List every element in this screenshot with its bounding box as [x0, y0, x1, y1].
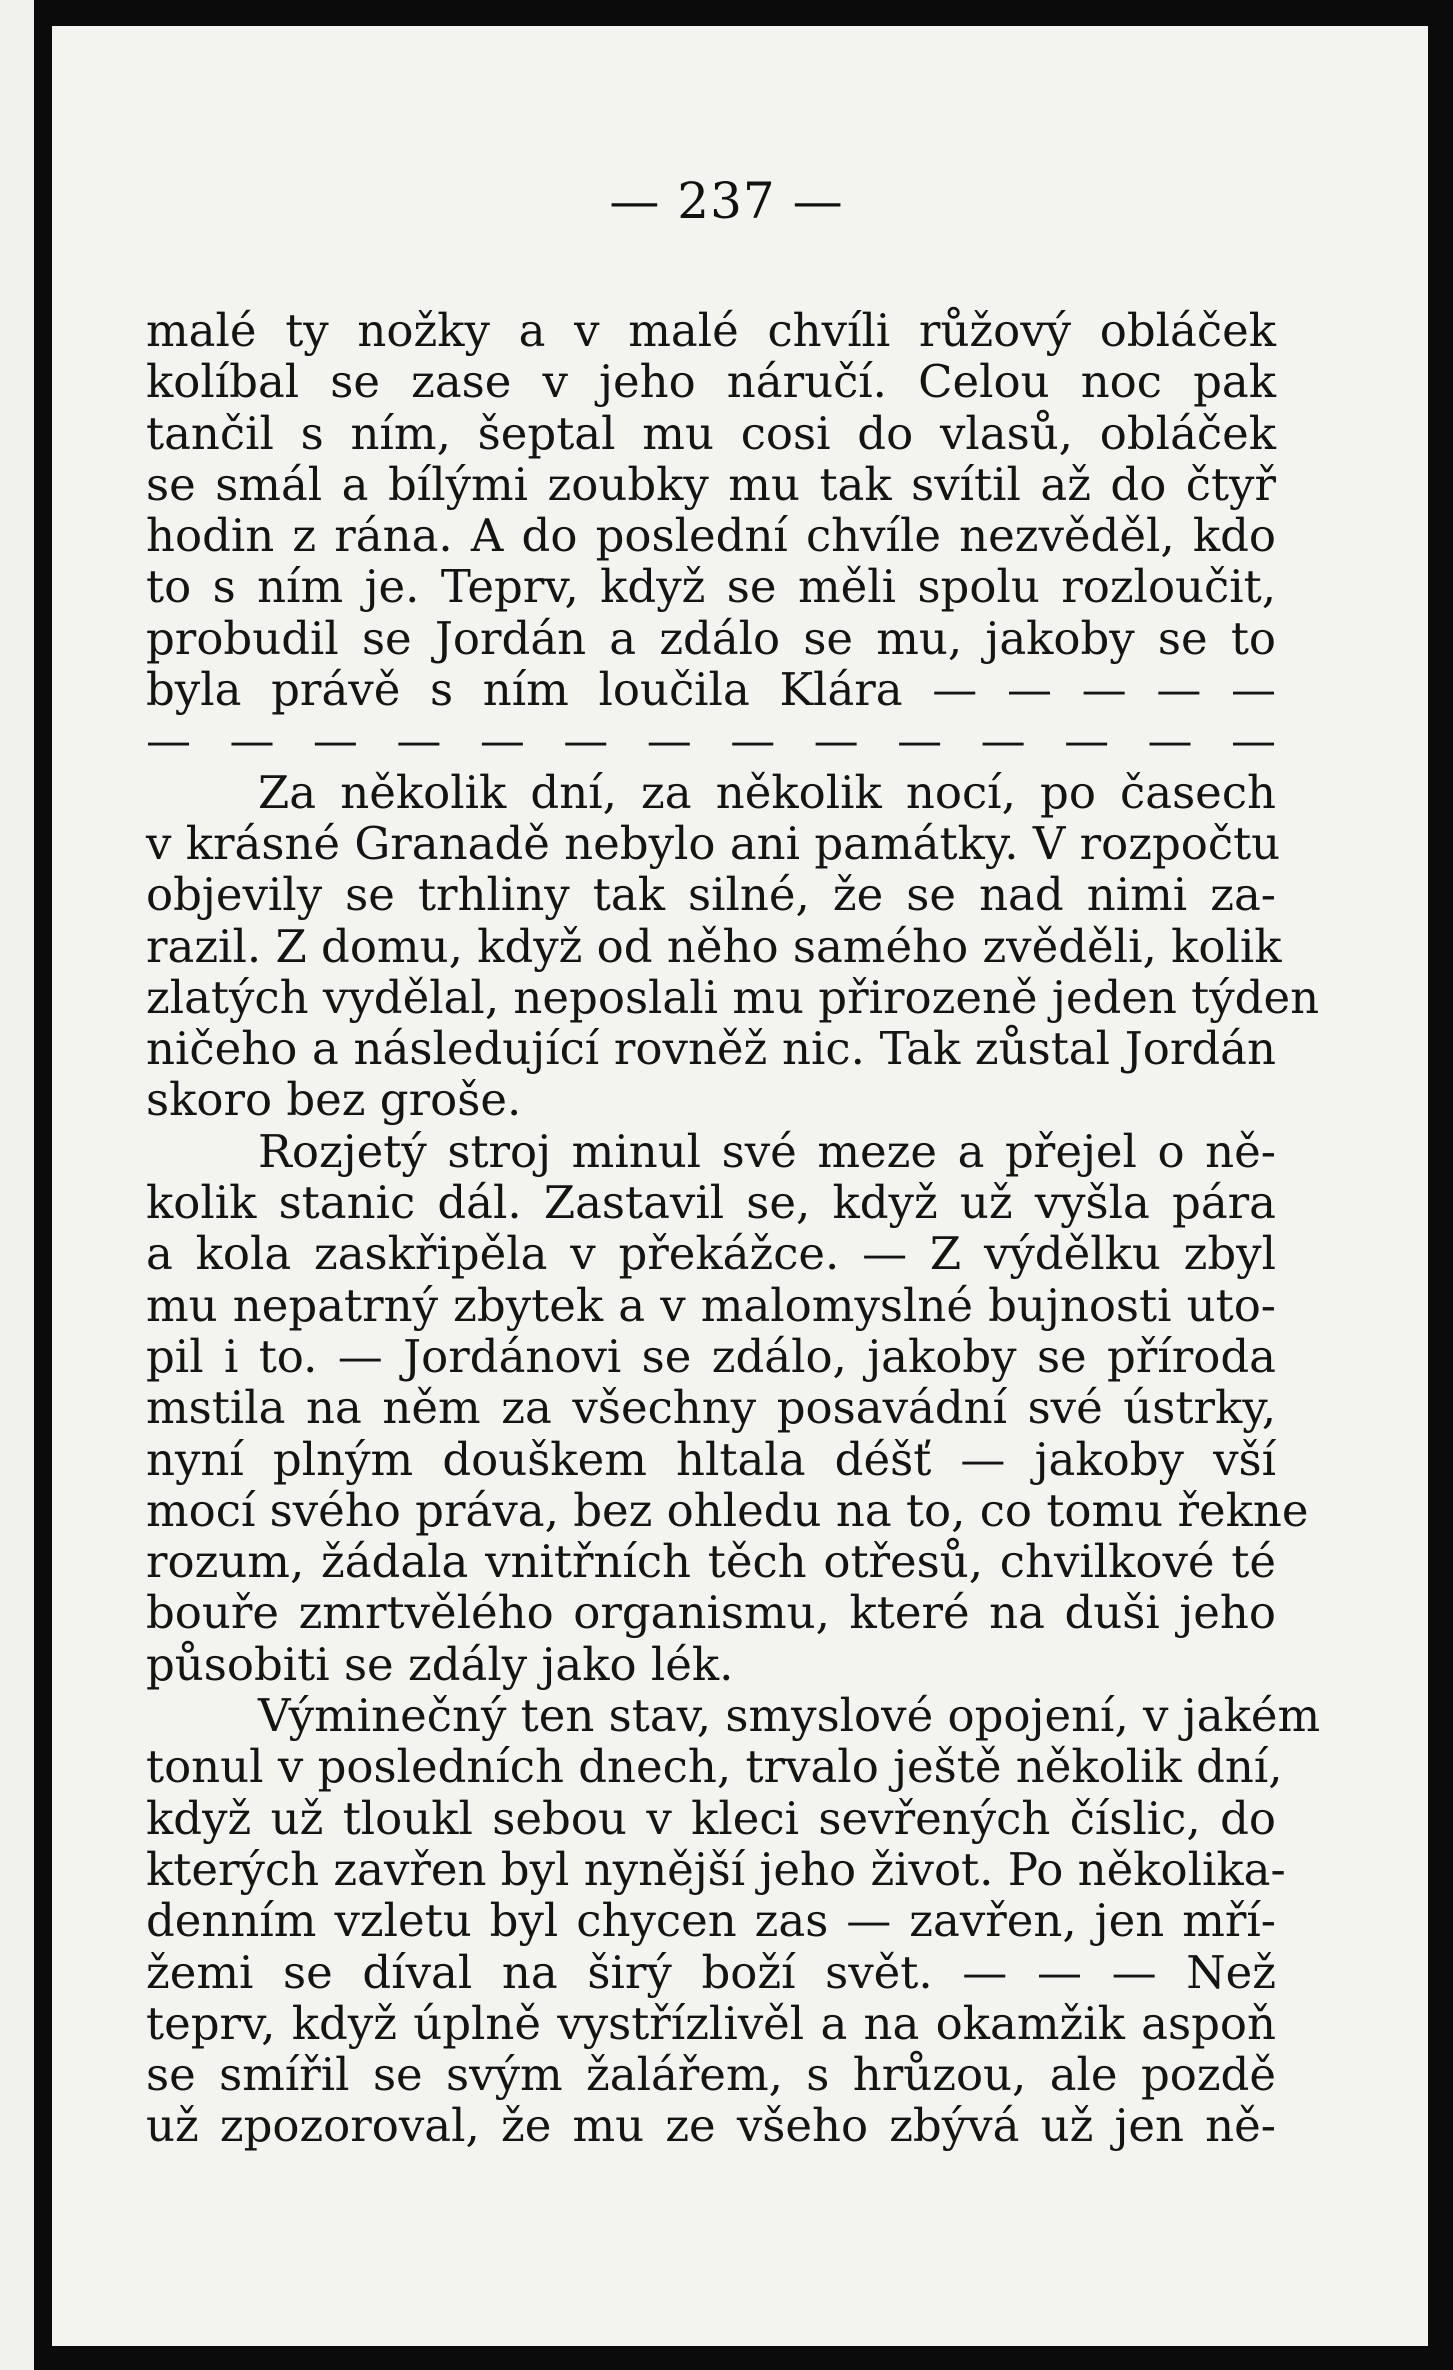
text-line: pil i to. — Jordánovi se zdálo, jakoby se příroda — [146, 1329, 1276, 1383]
text-line: ničeho a následující rovněž nic. Tak zůstal Jordán — [146, 1022, 1276, 1076]
text-line: probudil se Jordán a zdálo se mu, jakoby se to — [146, 611, 1276, 665]
page-gutter — [0, 0, 34, 2370]
text-line: kolik stanic dál. Zastavil se, když už vyšla pára — [146, 1176, 1276, 1230]
text-line: — — — — — — — — — — — — — — — [146, 714, 1276, 768]
text-line: tančil s ním, šeptal mu cosi do vlasů, obláček — [146, 406, 1276, 460]
text-line: razil. Z domu, když od něho samého zvěděli, kolik — [146, 919, 1282, 973]
text-line: se smál a bílými zoubky mu tak svítil až do čtyř — [146, 457, 1276, 511]
text-line: žemi se díval na širý boží svět. — — — Než — [146, 1945, 1276, 1999]
text-line: působiti se zdály jako lék. — [146, 1637, 734, 1691]
body-text — [146, 304, 1321, 2153]
text-line: bouře zmrtvělého organismu, které na duši jeho — [146, 1586, 1276, 1640]
text-line: malé ty nožky a v malé chvíli růžový obláček — [146, 304, 1276, 357]
text-line: mocí svého práva, bez ohledu na to, co tomu řekne — [146, 1483, 1309, 1537]
text-line: Výminečný ten stav, smyslové opojení, v jakém — [258, 1689, 1321, 1743]
binding-edge — [34, 0, 52, 2370]
text-line: mstila na něm za všechny posavádní své ústrky, — [146, 1381, 1276, 1435]
text-line: kterých zavřen byl nynější jeho život. Po několika- — [146, 1842, 1286, 1896]
page-number: — 237 — — [609, 172, 844, 230]
text-line: když už tloukl sebou v kleci sevřených číslic, do — [146, 1791, 1276, 1845]
text-line: se smířil se svým žalářem, s hrůzou, ale pozdě — [146, 2048, 1276, 2102]
text-line: kolíbal se zase v jeho náručí. Celou noc pak — [146, 355, 1276, 409]
text-line: to s ním je. Teprv, když se měli spolu rozloučit, — [146, 560, 1276, 614]
text-line: teprv, když úplně vystřízlivěl a na okamžik aspoň — [146, 1996, 1276, 2050]
text-line: Rozjetý stroj minul své meze a přejel o ně- — [258, 1124, 1276, 1178]
text-line: byla právě s ním loučila Klára — — — — — — [146, 663, 1276, 717]
text-line: už zpozoroval, že mu ze všeho zbývá už jen ně- — [146, 2099, 1276, 2153]
text-line: v krásné Granadě nebylo ani památky. V rozpočtu — [146, 816, 1281, 870]
text-line: skoro bez groše. — [146, 1073, 522, 1127]
text-line: a kola zaskřipěla v překážce. — Z výdělku zbyl — [146, 1227, 1276, 1281]
text-line: zlatých vydělal, neposlali mu přirozeně jeden týden — [146, 970, 1320, 1024]
text-line: objevily se trhliny tak silné, že se nad nimi za- — [146, 868, 1276, 922]
text-line: mu nepatrný zbytek a v malomyslné bujnosti uto- — [146, 1278, 1276, 1332]
text-line: hodin z rána. A do poslední chvíle nezvěděl, kdo — [146, 509, 1276, 563]
text-line: denním vzletu byl chycen zas — zavřen, jen mří- — [146, 1894, 1276, 1948]
text-line: nyní plným douškem hltala déšť — jakoby vší — [146, 1432, 1276, 1486]
text-line: Za několik dní, za několik nocí, po časech — [258, 765, 1276, 819]
text-line: rozum, žádala vnitřních těch otřesů, chvilkové té — [146, 1535, 1276, 1589]
text-line: tonul v posledních dnech, trvalo ještě několik dní, — [146, 1740, 1283, 1794]
